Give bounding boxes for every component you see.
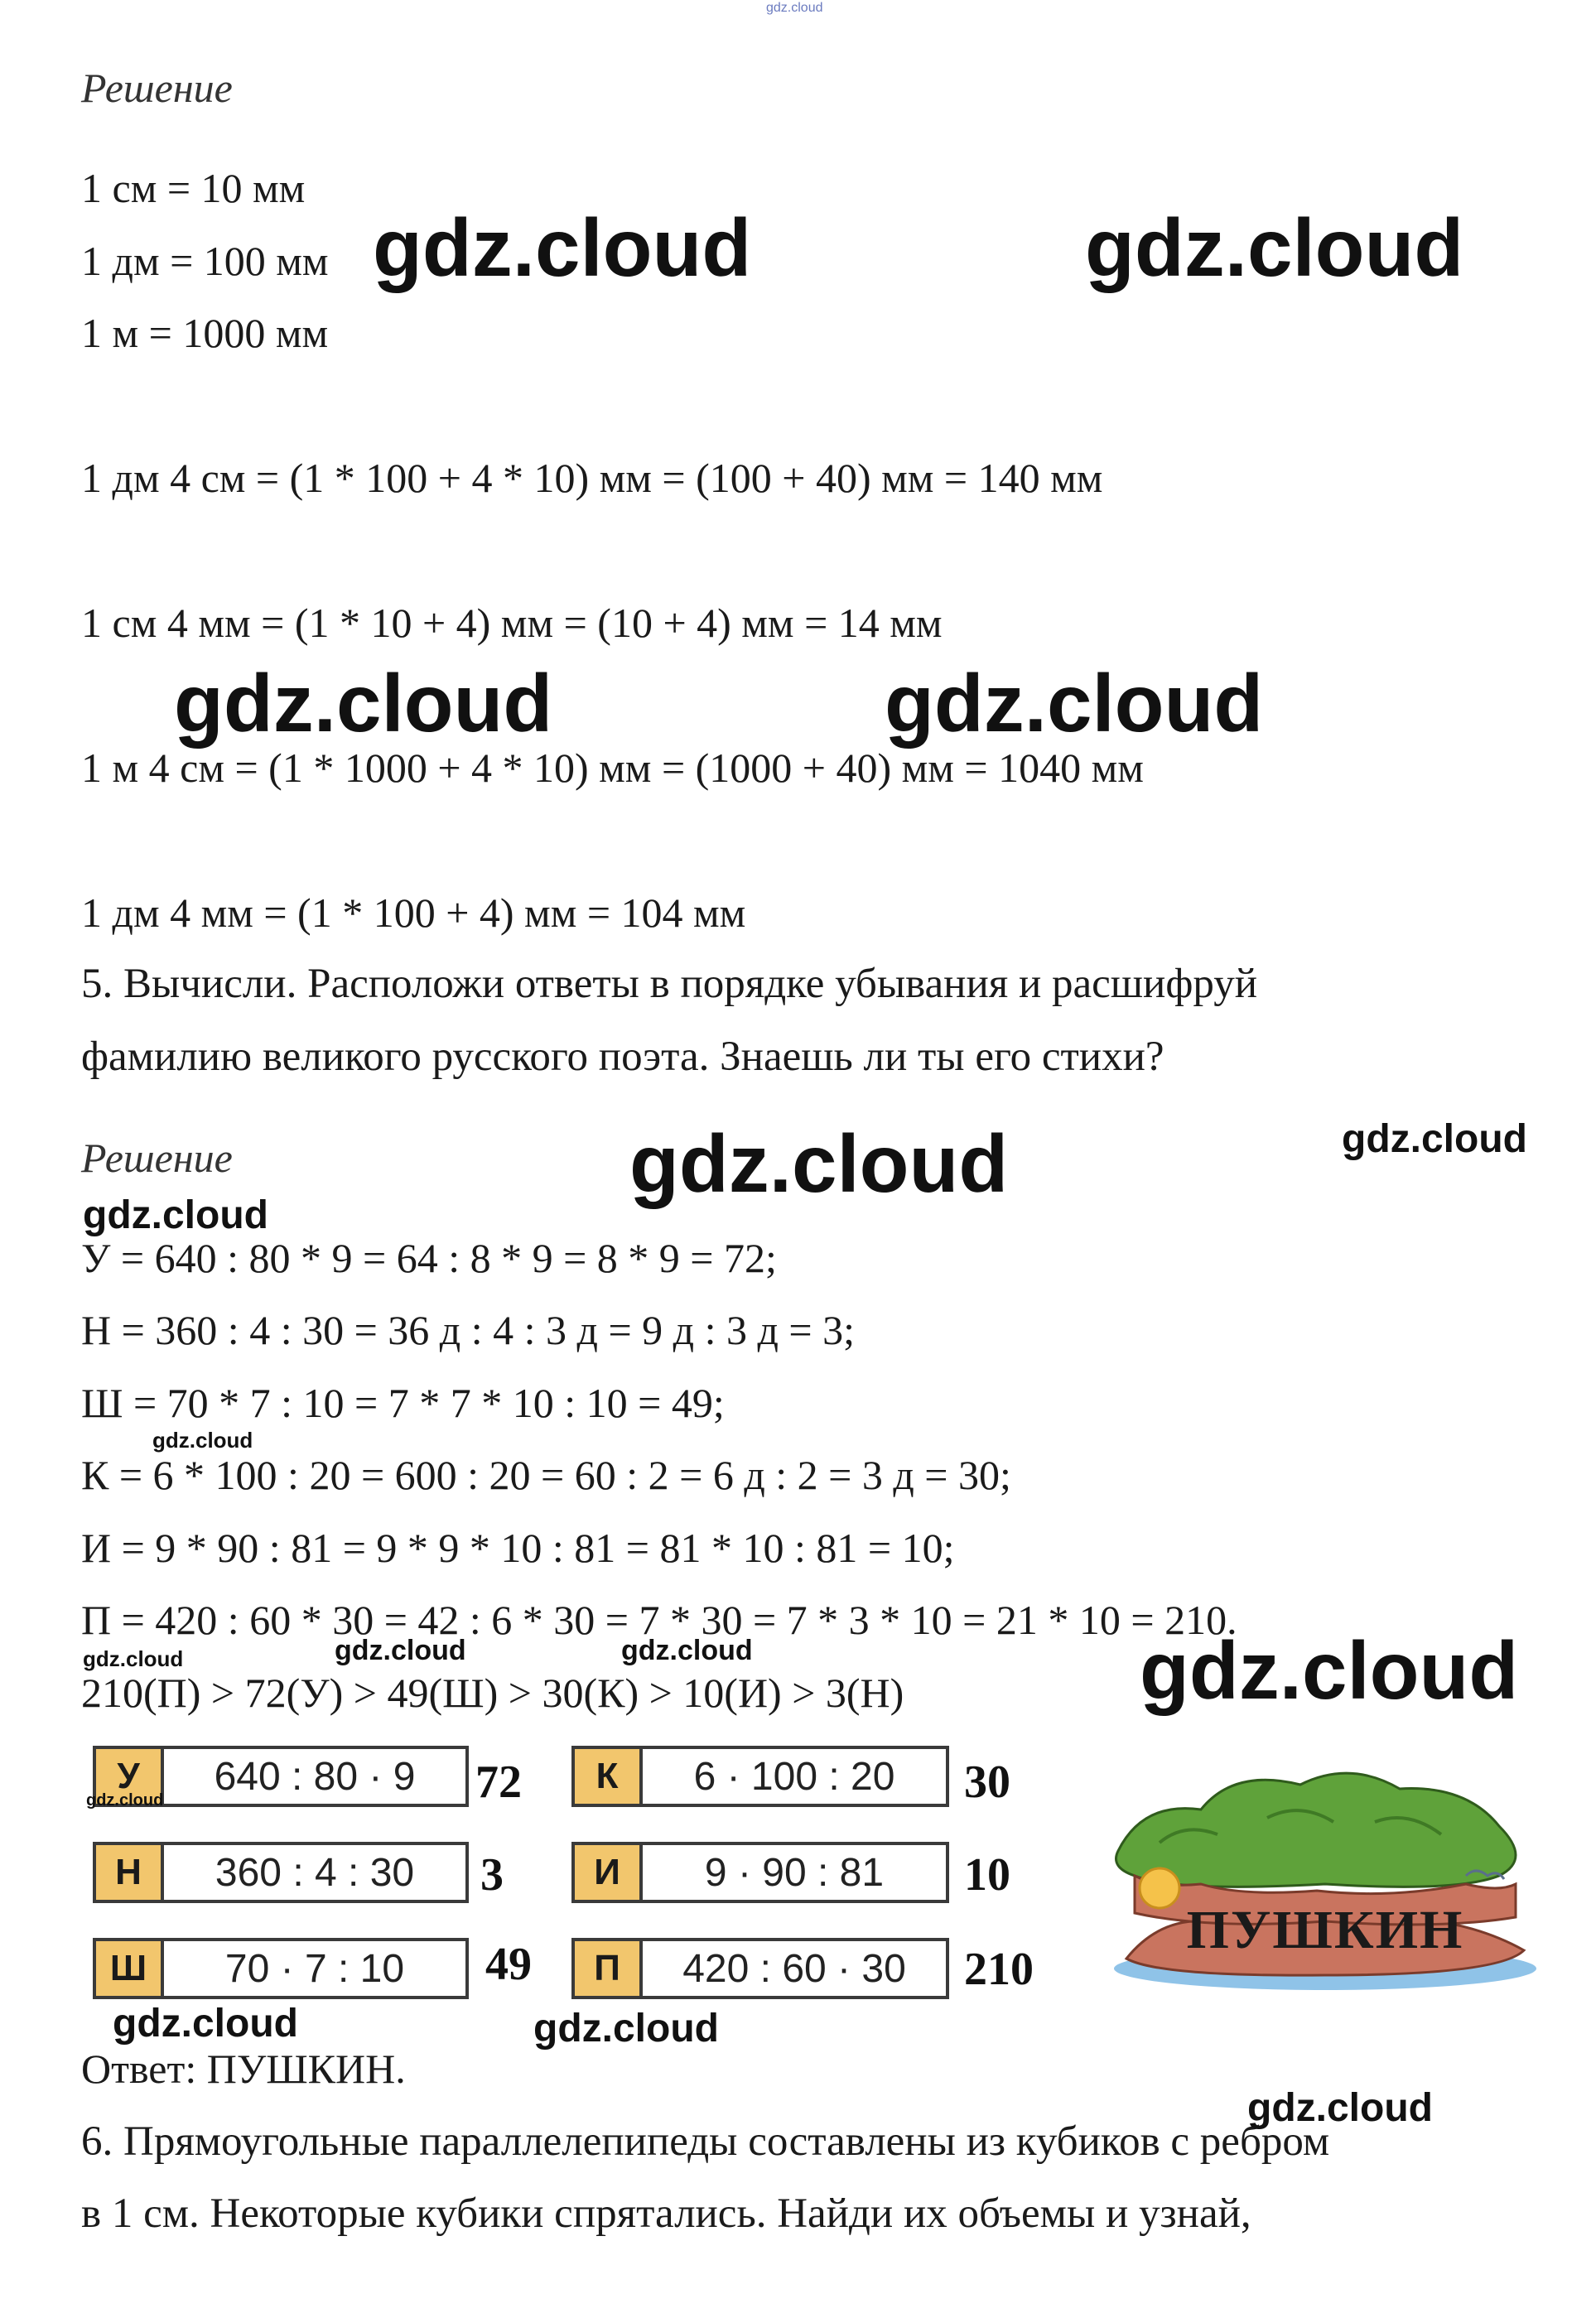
watermark: gdz.cloud xyxy=(86,1791,164,1810)
card-expression: 360 : 4 : 30 xyxy=(215,1850,415,1895)
card-letter: К xyxy=(575,1749,643,1804)
calc-line: Ш = 70 * 7 : 10 = 7 * 7 * 10 : 10 = 49; xyxy=(81,1380,725,1426)
card-answer: 210 xyxy=(964,1944,1034,1995)
card-letter: И xyxy=(575,1845,643,1900)
solution-heading-2: Решение xyxy=(81,1135,233,1181)
watermark: gdz.cloud xyxy=(1140,1625,1519,1716)
watermark: gdz.cloud xyxy=(335,1635,466,1666)
solution-heading-1: Решение xyxy=(81,65,233,111)
card-answer: 72 xyxy=(475,1757,522,1808)
order-line: 210(П) > 72(У) > 49(Ш) > 30(К) > 10(И) > 3(Н) xyxy=(81,1670,904,1716)
top-watermark: gdz.cloud xyxy=(766,1,823,15)
watermark: gdz.cloud xyxy=(1085,202,1464,293)
puzzle-card xyxy=(93,1842,469,1903)
watermark: gdz.cloud xyxy=(83,1193,268,1237)
island-picture xyxy=(1110,1752,1541,2000)
card-answer: 30 xyxy=(964,1757,1010,1808)
card-letter: Ш xyxy=(96,1941,164,1996)
card-expression: 640 : 80 · 9 xyxy=(214,1754,416,1799)
card-answer: 3 xyxy=(480,1849,504,1901)
calc-line: И = 9 * 90 : 81 = 9 * 9 * 10 : 81 = 81 * 10 : 81 = 10; xyxy=(81,1525,955,1571)
watermark: gdz.cloud xyxy=(885,658,1264,749)
puzzle-card xyxy=(571,1842,949,1903)
equation-line: 1 см 4 мм = (1 * 10 + 4) мм = (10 + 4) мм = 14 мм xyxy=(81,600,943,646)
puzzle-card xyxy=(93,1938,469,1999)
card-letter: Н xyxy=(96,1845,164,1900)
island-word: ПУШКИН xyxy=(1186,1900,1464,1960)
island-illustration xyxy=(1110,1752,1541,2000)
puzzle-card xyxy=(571,1746,949,1807)
watermark: gdz.cloud xyxy=(1247,2086,1433,2130)
equation-line: 1 м 4 см = (1 * 1000 + 4 * 10) мм = (1000 + 40) мм = 1040 мм xyxy=(81,745,1144,791)
watermark: gdz.cloud xyxy=(152,1428,253,1453)
puzzle-card xyxy=(571,1938,949,1999)
card-letter: У xyxy=(96,1749,164,1804)
card-expression: 70 · 7 : 10 xyxy=(224,1946,405,1991)
card-expression: 420 : 60 · 30 xyxy=(682,1946,906,1991)
watermark: gdz.cloud xyxy=(629,1118,1009,1209)
watermark: gdz.cloud xyxy=(113,2002,298,2046)
equation-line: 1 см = 10 мм xyxy=(81,165,306,211)
watermark: gdz.cloud xyxy=(373,202,752,293)
card-answer: 49 xyxy=(485,1939,532,1990)
task-5-text: фамилию великого русского поэта. Знаешь ли ты его стихи? xyxy=(81,1034,1164,1080)
card-letter: П xyxy=(575,1941,643,1996)
watermark: gdz.cloud xyxy=(1342,1117,1527,1161)
task-6-text: 6. Прямоугольные параллелепипеды составлены из кубиков с ребром xyxy=(81,2118,1330,2165)
card-expression: 9 · 90 : 81 xyxy=(704,1850,885,1895)
calc-line: Н = 360 : 4 : 30 = 36 д : 4 : 3 д = 9 д : 3 д = 3; xyxy=(81,1307,856,1353)
watermark: gdz.cloud xyxy=(83,1646,184,1671)
answer-line: Ответ: ПУШКИН. xyxy=(81,2046,406,2092)
calc-line: П = 420 : 60 * 30 = 42 : 6 * 30 = 7 * 30 = 7 * 3 * 10 = 21 * 10 = 210. xyxy=(81,1597,1237,1643)
equation-line: 1 м = 1000 мм xyxy=(81,310,329,356)
equation-line: 1 дм = 100 мм xyxy=(81,238,329,284)
equation-line: 1 дм 4 см = (1 * 100 + 4 * 10) мм = (100 + 40) мм = 140 мм xyxy=(81,455,1103,501)
task-5-text: 5. Вычисли. Расположи ответы в порядке убывания и расшифруй xyxy=(81,961,1258,1007)
equation-line: 1 дм 4 мм = (1 * 100 + 4) мм = 104 мм xyxy=(81,889,746,936)
watermark: gdz.cloud xyxy=(174,658,553,749)
task-6-text: в 1 см. Некоторые кубики спрятались. Найди их объемы и узнай, xyxy=(81,2190,1251,2237)
watermark: gdz.cloud xyxy=(533,2007,719,2051)
watermark: gdz.cloud xyxy=(621,1635,753,1666)
calc-line: К = 6 * 100 : 20 = 600 : 20 = 60 : 2 = 6 д : 2 = 3 д = 30; xyxy=(81,1452,1011,1498)
card-expression: 6 · 100 : 20 xyxy=(693,1754,895,1799)
card-answer: 10 xyxy=(964,1849,1010,1901)
calc-line: У = 640 : 80 * 9 = 64 : 8 * 9 = 8 * 9 = 72; xyxy=(81,1235,777,1281)
